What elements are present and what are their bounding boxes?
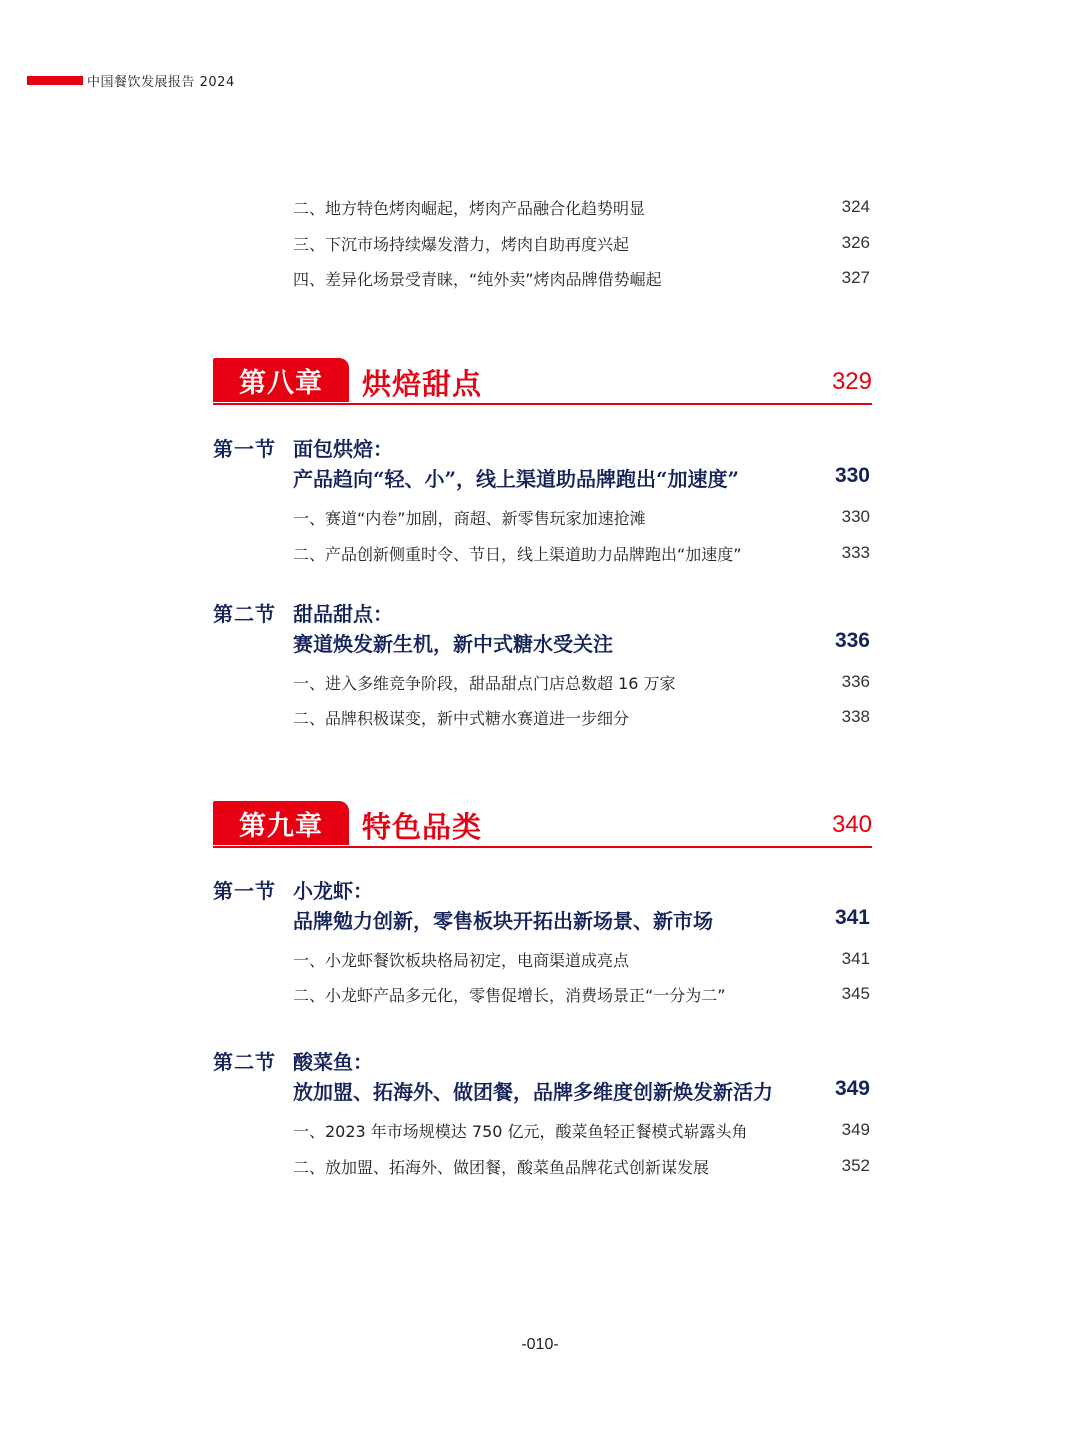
section-page: 336 xyxy=(834,629,870,652)
section-heading[interactable] xyxy=(213,433,872,497)
toc-entry[interactable] xyxy=(293,668,870,696)
entry-page: 349 xyxy=(841,1120,870,1139)
page-number: -010- xyxy=(521,1336,559,1353)
header-red-bar xyxy=(27,76,83,85)
section-label: 第一节 xyxy=(213,437,276,461)
section-page: 330 xyxy=(834,464,870,487)
section-label: 第二节 xyxy=(213,1050,276,1074)
chapter-rule xyxy=(213,403,872,405)
section-topic: 面包烘焙： xyxy=(293,437,393,461)
toc-entry[interactable] xyxy=(293,1152,870,1180)
section-topic: 酸菜鱼： xyxy=(293,1050,373,1074)
toc-entry[interactable] xyxy=(293,193,870,221)
entry-page: 345 xyxy=(841,984,870,1003)
entry-text: 一、进入多维竞争阶段，甜品甜点门店总数超 16 万家 xyxy=(293,673,676,693)
toc-entry[interactable] xyxy=(293,503,870,531)
entry-text: 三、下沉市场持续爆发潜力，烤肉自助再度兴起 xyxy=(293,234,630,254)
entry-page: 324 xyxy=(841,197,870,216)
entry-page: 327 xyxy=(841,268,870,287)
toc-entry[interactable] xyxy=(293,703,870,731)
entry-text: 二、品牌积极谋变，新中式糖水赛道进一步细分 xyxy=(293,708,630,728)
entry-page: 326 xyxy=(841,233,870,252)
entry-text: 二、放加盟、拓海外、做团餐，酸菜鱼品牌花式创新谋发展 xyxy=(293,1157,710,1177)
entry-text: 一、2023 年市场规模达 750 亿元，酸菜鱼轻正餐模式崭露头角 xyxy=(293,1121,748,1141)
chapter-page: 329 xyxy=(831,368,872,395)
section-heading[interactable] xyxy=(213,875,872,939)
chapter-label: 第八章 xyxy=(213,358,349,402)
chapter-title: 烘焙甜点 xyxy=(362,367,483,401)
section-subtitle: 品牌勉力创新，零售板块开拓出新场景、新市场 xyxy=(293,909,713,933)
section-topic: 甜品甜点： xyxy=(293,602,393,626)
chapter-label: 第九章 xyxy=(213,801,349,845)
toc-entry[interactable] xyxy=(293,539,870,567)
chapter-heading-8[interactable] xyxy=(213,358,872,406)
chapter-rule xyxy=(213,846,872,848)
entry-text: 二、小龙虾产品多元化，零售促增长，消费场景正“一分为二” xyxy=(293,985,726,1005)
toc-entry[interactable] xyxy=(293,229,870,257)
chapter-title: 特色品类 xyxy=(362,810,483,844)
section-label: 第二节 xyxy=(213,602,276,626)
chapter-heading-9[interactable] xyxy=(213,801,872,849)
entry-text: 一、小龙虾餐饮板块格局初定，电商渠道成亮点 xyxy=(293,950,630,970)
toc-entry[interactable] xyxy=(293,945,870,973)
section-heading[interactable] xyxy=(213,1046,872,1110)
entry-text: 四、差异化场景受青睐，“纯外卖”烤肉品牌借势崛起 xyxy=(293,269,662,289)
toc-entry[interactable] xyxy=(293,264,870,292)
entry-page: 352 xyxy=(841,1156,870,1175)
entry-page: 333 xyxy=(841,543,870,562)
section-label: 第一节 xyxy=(213,879,276,903)
entry-page: 341 xyxy=(841,949,870,968)
report-title: 中国餐饮发展报告 2024 xyxy=(87,74,235,90)
entry-page: 330 xyxy=(841,507,870,526)
toc-entry[interactable] xyxy=(293,1116,870,1144)
entry-text: 一、赛道“内卷”加剧，商超、新零售玩家加速抢滩 xyxy=(293,508,646,528)
running-header xyxy=(27,70,235,90)
entry-text: 二、产品创新侧重时令、节日，线上渠道助力品牌跑出“加速度” xyxy=(293,544,742,564)
section-topic: 小龙虾： xyxy=(293,879,373,903)
entry-page: 338 xyxy=(841,707,870,726)
toc-entry[interactable] xyxy=(293,980,870,1008)
section-subtitle: 产品趋向“轻、小”，线上渠道助品牌跑出“加速度” xyxy=(293,467,740,491)
chapter-page: 340 xyxy=(831,811,872,838)
entry-text: 二、地方特色烤肉崛起，烤肉产品融合化趋势明显 xyxy=(293,198,646,218)
section-subtitle: 赛道焕发新生机，新中式糖水受关注 xyxy=(293,632,613,656)
section-heading[interactable] xyxy=(213,598,872,662)
entry-page: 336 xyxy=(841,672,870,691)
section-page: 341 xyxy=(834,906,870,929)
section-page: 349 xyxy=(834,1077,870,1100)
section-subtitle: 放加盟、拓海外、做团餐，品牌多维度创新焕发新活力 xyxy=(293,1080,773,1104)
